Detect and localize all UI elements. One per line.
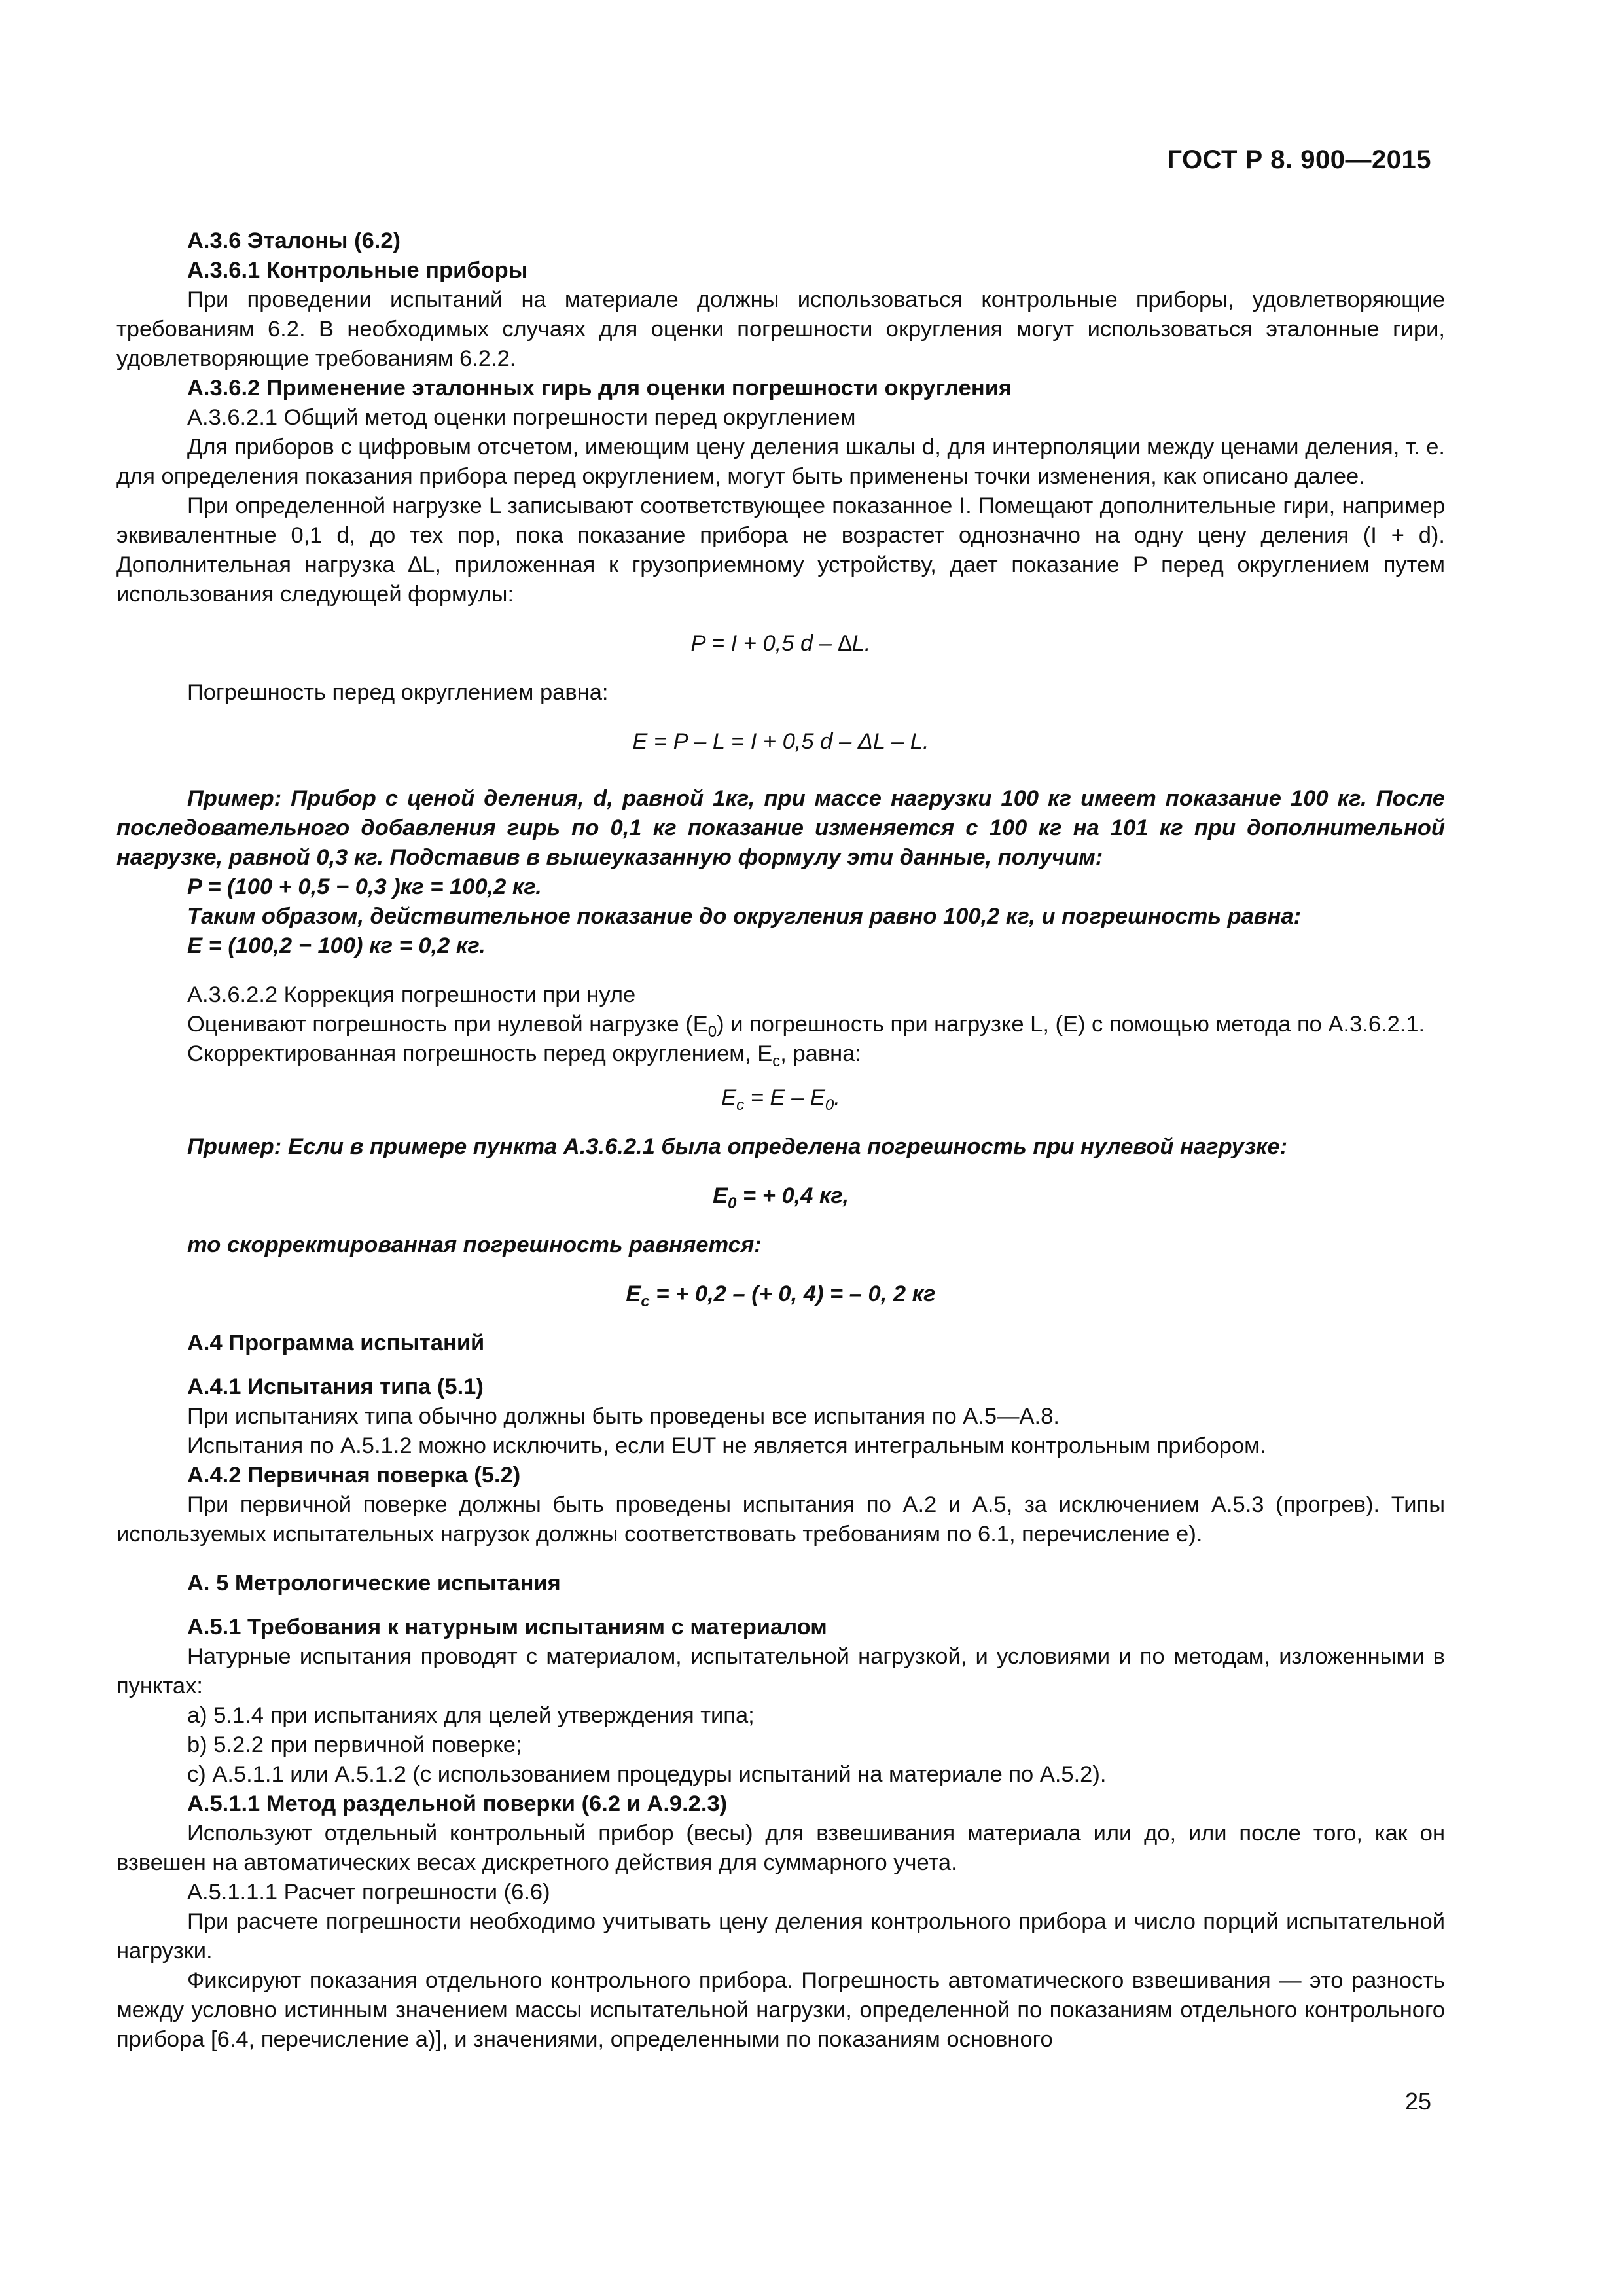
section-a41-text-1: При испытаниях типа обычно должны быть проведены все испытания по А.5—А.8. — [187, 1404, 1060, 1429]
page-number: 25 — [1404, 2088, 1431, 2115]
section-a361-text: При проведении испытаний на материале должны использоваться контрольные приборы, удовлетворяющие требованиям 6.2. В необходимых случаях для оценки погрешности округления могут использоваться эталонные гири, удовлетворяющие требованиям 6.2.2. — [116, 287, 1445, 371]
section-a4-title: А.4 Программа испытаний — [187, 1331, 485, 1355]
example-1-text: Пример: Прибор с ценой деления, d, равной 1кг, при массе нагрузки 100 кг имеет показание 100 кг. После последовательного добавления гирь по 0,1 кг показание изменяется с 100 кг на 101 кг при дополнительной нагрузке, равной 0,3 кг. Подставив в вышеуказанную формулу эти данные, получим: — [116, 786, 1445, 870]
paragraph-load-procedure: При определенной нагрузке L записывают соответствующее показанное I. Помещают дополнительные гири, например эквивалентные 0,1 d, до тех пор, пока показание прибора не возрастет однозначно на одну цену деления (I + d). Дополнительная нагрузка ∆L, приложенная к грузоприемному устройству, дает показание P перед округлением путем использования следующей формулы: — [116, 493, 1445, 607]
section-a5111-title: А.5.1.1.1 Расчет погрешности (6.6) — [187, 1880, 550, 1905]
section-a361-title: А.3.6.1 Контрольные приборы — [187, 258, 528, 283]
example-2-formula-e0: $E_0$ = + 0,4 кг, — [712, 1183, 849, 1212]
example-2-text: Пример: Если в примере пункта А.3.6.2.1 была определена погрешность при нулевой нагрузке: — [187, 1134, 1288, 1159]
formula-ec: $E_c = E - E_0$. — [721, 1085, 840, 1114]
document-id-header: ГОСТ Р 8. 900—2015 — [1167, 145, 1431, 174]
section-a51-text: Натурные испытания проводят с материалом, испытательной нагрузкой, и условиями и по методам, изложенными в пунктах: — [116, 1644, 1445, 1698]
example-2-formula-ec: $E_c$ = + 0,2 – (+ 0, 4) = – 0, 2 кг — [626, 1282, 936, 1310]
section-a41-title: А.4.1 Испытания типа (5.1) — [187, 1374, 484, 1399]
paragraph-error-before-rounding: Погрешность перед округлением равна: — [187, 680, 609, 705]
formula-e: E = P – L = I + 0,5 d – ΔL – L. — [632, 729, 929, 754]
example-1-conclusion: Таким образом, действительное показание до округления равно 100,2 кг, и погрешность равна: — [187, 904, 1302, 929]
section-a36-title: А.3.6 Эталоны (6.2) — [187, 228, 401, 253]
section-a41-text-2: Испытания по А.5.1.2 можно исключить, если EUT не является интегральным контрольным прибором. — [187, 1433, 1266, 1458]
section-a3621-title: А.3.6.2.1 Общий метод оценки погрешности перед округлением — [187, 405, 856, 430]
list-item: а) 5.1.4 при испытаниях для целей утверждения типа; — [187, 1703, 755, 1728]
example-1-formula-e: E = (100,2 − 100) кг = 0,2 кг. — [187, 933, 486, 958]
section-a362-title: А.3.6.2 Применение эталонных гирь для оценки погрешности округления — [187, 376, 1012, 401]
list-item: с) А.5.1.1 или А.5.1.2 (с использованием процедуры испытаний на материале по А.5.2). — [187, 1762, 1107, 1787]
section-a511-title: А.5.1.1 Метод раздельной поверки (6.2 и А.9.2.3) — [187, 1791, 728, 1816]
section-a511-text: Используют отдельный контрольный прибор (весы) для взвешивания материала или до, или после того, как он взвешен на автоматических весах дискретного действия для суммарного учета. — [116, 1821, 1445, 1875]
section-a5111-last-paragraph: Фиксируют показания отдельного контрольного прибора. Погрешность автоматического взвешивания — это разность между условно истинным значением массы испытательной нагрузки, определенной по показаниям отдельного контрольного прибора [6.4, перечисление а)], и значениями, определенными по показаниям основного — [116, 1968, 1445, 2052]
section-a51-title: А.5.1 Требования к натурным испытаниям с материалом — [187, 1615, 827, 1640]
list-item: b) 5.2.2 при первичной поверке; — [187, 1732, 522, 1757]
section-a42-title: А.4.2 Первичная поверка (5.2) — [187, 1463, 521, 1488]
paragraph-corrected-error: Скорректированная погрешность перед округлением, $E_c$, равна: — [187, 1041, 861, 1070]
section-a3622-title: А.3.6.2.2 Коррекция погрешности при нуле — [187, 982, 636, 1007]
formula-p: P = I + 0,5 d – ∆L. — [690, 631, 871, 656]
document-body — [116, 226, 1445, 2054]
paragraph-zero-error: Оценивают погрешность при нулевой нагрузке $(E_0)$ и погрешность при нагрузке L, (E) с помощью метода по А.3.6.2.1. — [187, 1012, 1425, 1041]
example-2-conclusion: то скорректированная погрешность равняется: — [187, 1232, 762, 1257]
section-a5111-text: При расчете погрешности необходимо учитывать цену деления контрольного прибора и число порций испытательной нагрузки. — [116, 1909, 1445, 1964]
section-a42-text: При первичной поверке должны быть проведены испытания по А.2 и А.5, за исключением А.5.3 (прогрев). Типы используемых испытательных нагрузок должны соответствовать требованиям по 6.1, перечисление е). — [116, 1492, 1445, 1547]
example-1-formula-p: P = (100 + 0,5 − 0,3 )кг = 100,2 кг. — [187, 874, 542, 899]
section-a5-title: А. 5 Метрологические испытания — [187, 1571, 561, 1596]
paragraph-digital-devices: Для приборов с цифровым отсчетом, имеющим цену деления шкалы d, для интерполяции между ценами деления, т. е. для определения показания прибора перед округлением, могут быть применены точки изменения, как описано далее. — [116, 435, 1445, 489]
